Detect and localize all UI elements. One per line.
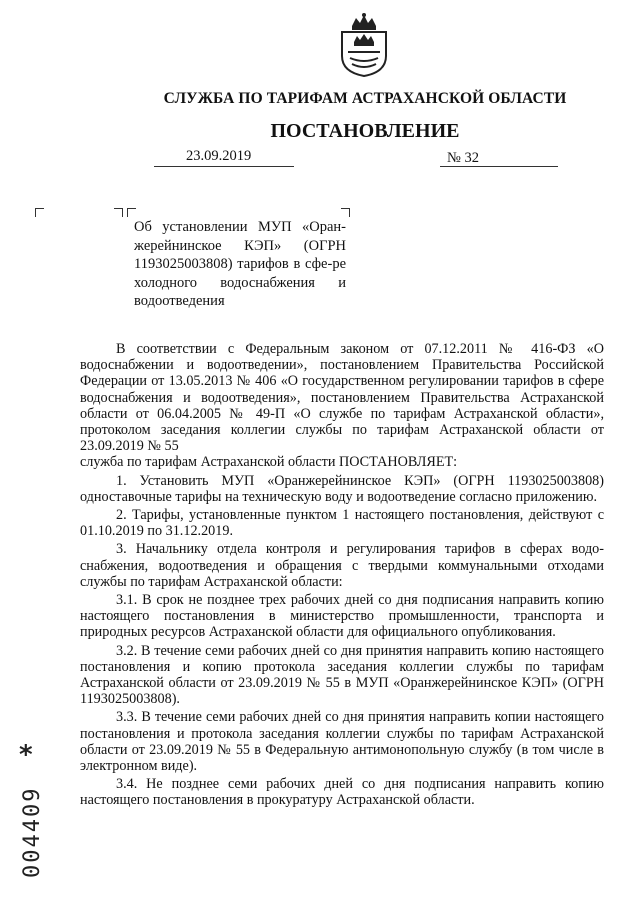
coat-of-arms-icon <box>338 12 390 78</box>
resolves-line: служба по тарифам Астраханской области ПОСТАНОВЛЯЕТ: <box>80 454 458 471</box>
date-underline <box>154 166 294 167</box>
clause-3-4: 3.4. Не позднее семи рабочих дней со дня подписания направить копию настоящего постановления в прокуратуру Астраханской области. <box>80 776 604 809</box>
clause-3-1: 3.1. В срок не позднее трех рабочих дней со дня подписания направить копию настоящего постановления в министерство промышленности, транспорта и природных ресурсов Астраханской области для официального опубликования. <box>80 592 604 641</box>
document-type: ПОСТАНОВЛЕНИЕ <box>270 120 460 142</box>
serial-stamp: 004409 <box>20 786 45 878</box>
agency-name: СЛУЖБА ПО ТАРИФАМ АСТРАХАНСКОЙ ОБЛАСТИ <box>163 90 567 107</box>
corner-mark <box>35 208 44 217</box>
clause-3-2: 3.2. В течение семи рабочих дней со дня принятия направить копию настоящего постановления и копию протокола заседания коллегии службы по тарифам Астраханской области от 23.09.2019 № 55 в МУП «Оранжерейнинское КЭП» (ОГРН 1193025003808). <box>80 642 604 708</box>
preamble: В соответствии с Федеральным законом от 07.12.2011 № 416-ФЗ «О водоснабжении и водоотведении», постановлением Правительства Российской Федерации от 13.05.2013 № 406 «О государственном регулировании тарифов в сфере водоснабжения и водоотведения», постановлением Правительства Астраханской области от 06.04.2005 № 49-П «О службе по тарифам Астраханской области», протоколом заседания коллегии службы по тарифам Астраханской области от 23.09.2019 № 55 <box>80 341 604 455</box>
corner-mark <box>127 208 136 217</box>
stamp-asterisk: * <box>19 740 33 770</box>
corner-mark <box>341 208 350 217</box>
clause-3-3: 3.3. В течение семи рабочих дней со дня принятия направить копии настоящего постановления и протокола заседания коллегии службы по тарифам Астраханской области от 23.09.2019 № 55 в Федеральную антимонопольную службу (в том числе в электронном виде). <box>80 709 604 775</box>
document-body <box>80 341 604 809</box>
document-number: № 32 <box>447 150 479 166</box>
corner-mark <box>114 208 123 217</box>
document-subject: Об установлении МУП «Оран-жерейнинское КЭП» (ОГРН 1193025003808) тарифов в сфе-ре холодного водоснабжения и водоотведения <box>134 219 346 309</box>
clause-1: 1. Установить МУП «Оранжерейнинское КЭП» (ОГРН 1193025003808) одноставочные тарифы на техническую воду и водоотведение согласно приложению. <box>80 472 604 505</box>
clause-2: 2. Тарифы, установленные пунктом 1 настоящего постановления, действуют с 01.10.2019 по 31.12.2019. <box>80 507 604 540</box>
clause-3: 3. Начальнику отдела контроля и регулирования тарифов в сферах водо-снабжения, водоотведения и обращения с твердыми коммунальными отходами службы по тарифам Астраханской области: <box>80 541 604 590</box>
document-date: 23.09.2019 <box>186 148 252 164</box>
number-underline <box>440 166 558 167</box>
